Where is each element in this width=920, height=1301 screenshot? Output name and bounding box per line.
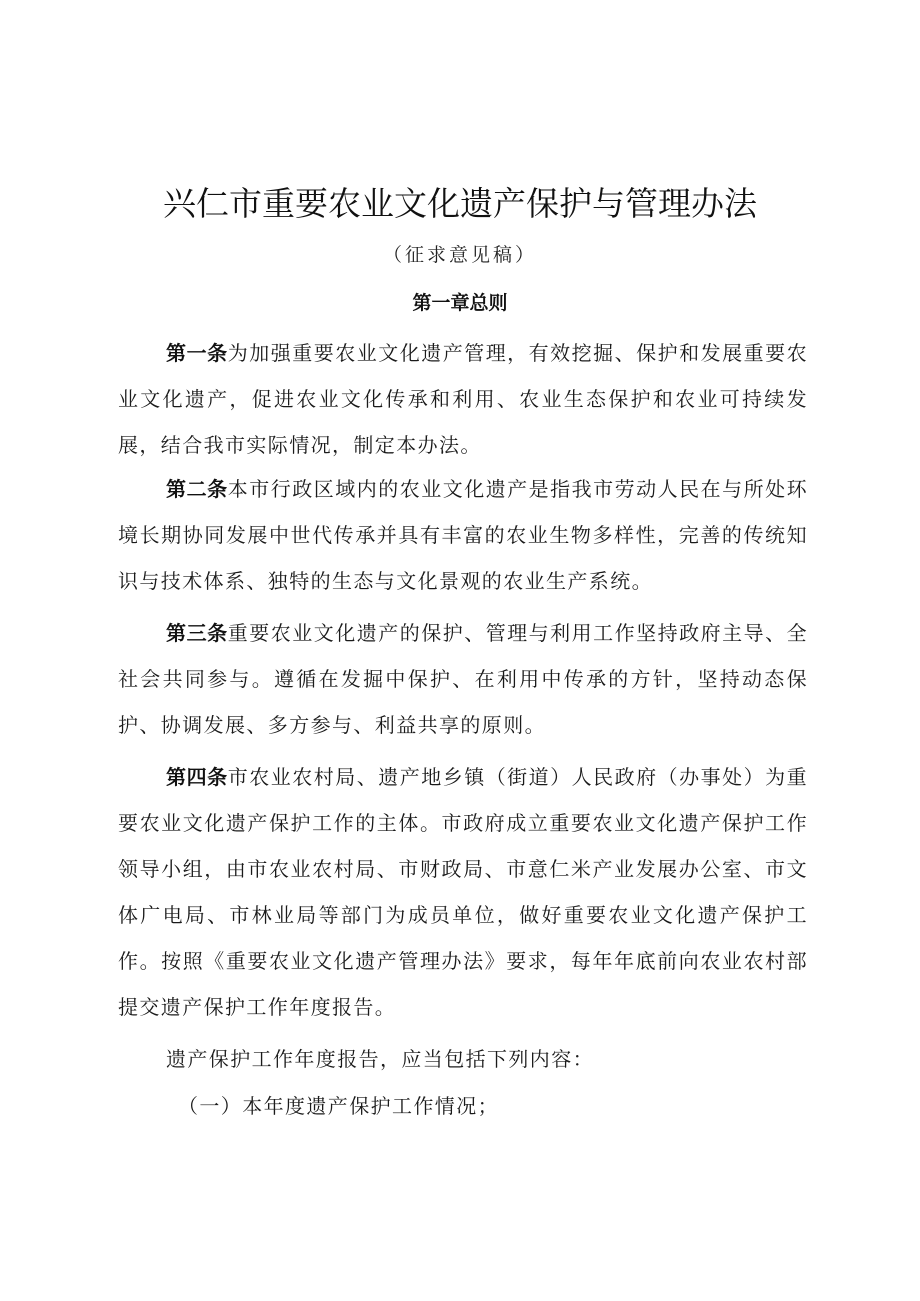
article-3	[118, 610, 808, 748]
chapter-heading: 第一章总则	[412, 292, 508, 314]
article-3-text: 重要农业文化遗产的保护、管理与利用工作坚持政府主导、全社会共同参与。遵循在发掘中保护、在利用中传承的方针，坚持动态保护、协调发展、多方参与、利益共享的原则。	[118, 621, 808, 737]
article-4	[118, 754, 808, 1030]
article-2	[118, 466, 808, 604]
article-1	[118, 330, 808, 468]
article-2-label: 第二条	[166, 477, 228, 501]
article-1-text: 为加强重要农业文化遗产管理，有效挖掘、保护和发展重要农业文化遗产，促进农业文化传承和利用、农业生态保护和农业可持续发展，结合我市实际情况，制定本办法。	[118, 341, 808, 457]
report-item-1: （一）本年度遗产保护工作情况；	[178, 1094, 499, 1118]
article-4-label: 第四条	[166, 765, 228, 789]
article-2-text: 本市行政区域内的农业文化遗产是指我市劳动人民在与所处环境长期协同发展中世代传承并具有丰富的农业生物多样性，完善的传统知识与技术体系、独特的生态与文化景观的农业生产系统。	[118, 477, 808, 593]
article-4-text: 市农业农村局、遗产地乡镇（街道）人民政府（办事处）为重要农业文化遗产保护工作的主体。市政府成立重要农业文化遗产保护工作领导小组，由市农业农村局、市财政局、市意仁米产业发展办公室、市文体广电局、市林业局等部门为成员单位，做好重要农业文化遗产保护工作。按照《重要农业文化遗产管理办法》要求，每年年底前向农业农村部提交遗产保护工作年度报告。	[118, 765, 808, 1019]
article-3-label: 第三条	[166, 621, 228, 645]
article-1-label: 第一条	[166, 341, 228, 365]
report-intro: 遗产保护工作年度报告，应当包括下列内容：	[166, 1047, 594, 1071]
document-title: 兴仁市重要农业文化遗产保护与管理办法	[163, 184, 757, 223]
document-subtitle: （征求意见稿）	[382, 244, 537, 266]
